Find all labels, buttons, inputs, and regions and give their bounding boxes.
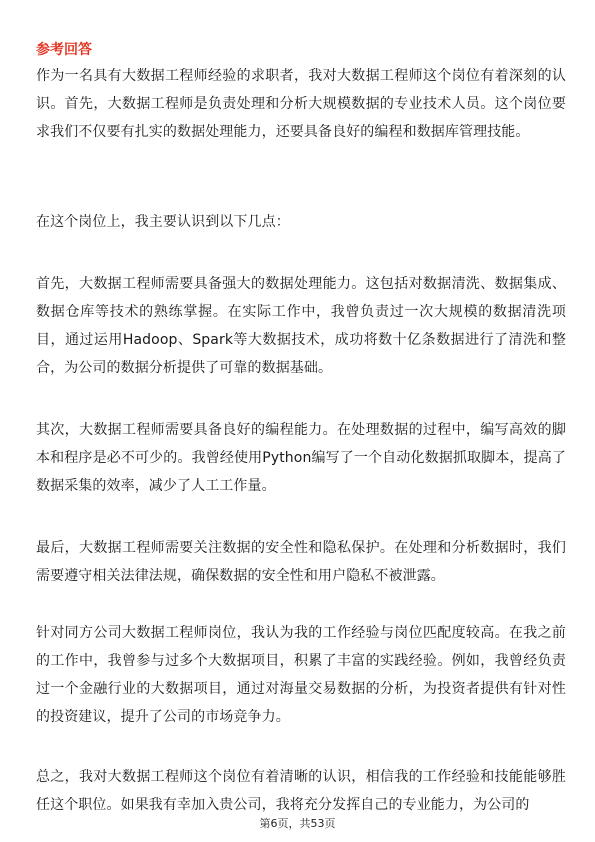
paragraph-lead-in: 在这个岗位上，我主要认识到以下几点： bbox=[36, 214, 290, 230]
page-number: 第6页，共53页 bbox=[259, 817, 336, 830]
paragraph-security: 最后，大数据工程师需要关注数据的安全性和隐私保护。在处理和分析数据时，我们需要遵守相关法律法规，确保数据的安全性和用户隐私不被泄露。 bbox=[36, 540, 566, 584]
paragraph-programming: 其次，大数据工程师需要具备良好的编程能力。在处理数据的过程中，编写高效的脚本和程序是必不可少的。我曾经使用Python编写了一个自动化数据抓取脚本，提高了数据采集的效率，减少了人工工作量。 bbox=[36, 422, 566, 494]
paragraph-data-processing: 首先，大数据工程师需要具备强大的数据处理能力。这包括对数据清洗、数据集成、数据仓库等技术的熟练掌握。在实际工作中，我曾负责过一次大规模的数据清洗项目，通过运用Hadoop、Spark等大数据技术，成功将数十亿条数据进行了清洗和整合，为公司的数据分析提供了可靠的数据基础。 bbox=[36, 276, 566, 376]
answer-heading: 参考回答 bbox=[36, 42, 92, 58]
paragraph-intro: 作为一名具有大数据工程师经验的求职者，我对大数据工程师这个岗位有着深刻的认识。首先，大数据工程师是负责处理和分析大规模数据的专业技术人员。这个岗位要求我们不仅要有扎实的数据处理能力，还要具备良好的编程和数据库管理技能。 bbox=[36, 68, 566, 140]
paragraph-experience: 针对同方公司大数据工程师岗位，我认为我的工作经验与岗位匹配度较高。在我之前的工作中，我曾参与过多个大数据项目，积累了丰富的实践经验。例如，我曾经负责过一个金融行业的大数据项目，通过对海量交易数据的分析，为投资者提供有针对性的投资建议，提升了公司的市场竞争力。 bbox=[36, 625, 566, 725]
paragraph-conclusion: 总之，我对大数据工程师这个岗位有着清晰的认识，相信我的工作经验和技能能够胜任这个职位。如果我有幸加入贵公司，我将充分发挥自己的专业能力，为公司的 bbox=[36, 769, 566, 813]
